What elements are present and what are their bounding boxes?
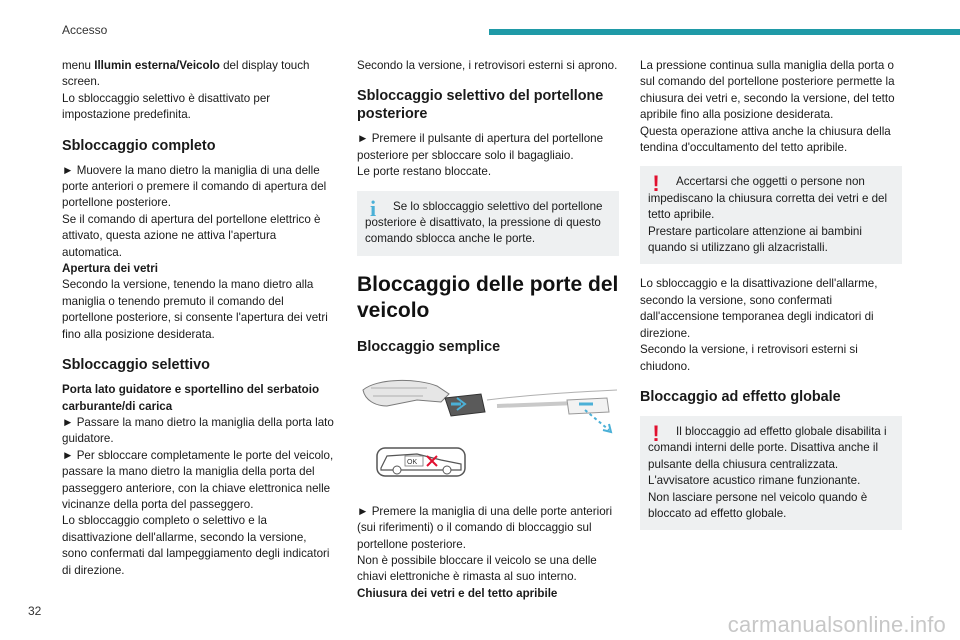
- section-title: Accesso: [62, 23, 108, 37]
- alarm-paragraph: Lo sbloccaggio e la disattivazione dell'allarme, secondo la versione, sono confermati dall'accensione temporanea degli indicatori di direzione.: [640, 277, 878, 340]
- heading-tailgate-unlock: Sbloccaggio selettivo del portellone posteriore: [357, 88, 604, 123]
- selective-para-3: Lo sbloccaggio completo o selettivo e la disattivazione dell'allarme, secondo la versione, sono confermati dal lampeggiamento degli indicatori di direzione.: [62, 514, 330, 577]
- windows-paragraph: Secondo la versione, tenendo la mano dietro alla maniglia o tenendo premuto il comando del portellone posteriore, si consente l'apertura dei vetri fino alla posizione desiderata.: [62, 278, 328, 341]
- intro-paragraph: menu Illumin esterna/Veicolo del display touch screen.: [62, 59, 310, 89]
- warning-icon: !: [652, 171, 660, 197]
- windows-subheading: Apertura dei vetri: [62, 262, 158, 276]
- selective-step-1: ► Passare la mano dietro la maniglia della porta lato guidatore.: [62, 415, 334, 446]
- tailgate-step-1: ► Premere il pulsante di apertura del portellone posteriore per sbloccare solo il bagagliaio.: [357, 132, 604, 162]
- mirrors-paragraph: Secondo la versione, i retrovisori esterni si aprono.: [357, 59, 618, 72]
- tailgate-para-2: Le porte restano bloccate.: [357, 165, 492, 179]
- warning-icon: !: [652, 420, 660, 446]
- warning-1-text-1: Accertarsi che oggetti o persone non impediscano la chiusura corretta dei vetri e del tetto apribile.: [648, 175, 888, 222]
- warning-2-text-1: Il bloccaggio ad effetto globale disabilita i comandi interni delle porte. Disattiva anche il pulsante della chiusura centralizzata.: [648, 424, 887, 471]
- lock-step-1: ► Premere la maniglia di una delle porte anteriori (sui riferimenti) o il comando di bloccaggio sul portellone posteriore.: [357, 504, 613, 551]
- watermark: carmanualsonline.info: [727, 612, 946, 637]
- column-1: [62, 58, 334, 579]
- column-3: [640, 58, 902, 542]
- page-number: 32: [28, 604, 42, 618]
- column-2: [357, 58, 619, 602]
- info-icon: i: [369, 195, 377, 221]
- heading-door-locking: Bloccaggio delle porte del veicolo: [357, 272, 619, 322]
- heading-global-locking: Bloccaggio ad effetto globale: [640, 388, 841, 405]
- warning-note-2: [640, 416, 902, 530]
- lock-para-2: Non è possibile bloccare il veicolo se una delle chiavi elettroniche è rimasta al suo interno.: [357, 554, 597, 584]
- info-note-text: Se lo sbloccaggio selettivo del portellone posteriore è disattivato, la pressione di questo comando sblocca anche le porte.: [365, 199, 603, 246]
- info-note: [357, 191, 619, 256]
- intro-paragraph-2: Lo sbloccaggio selettivo è disattivato per impostazione predefinita.: [62, 91, 271, 122]
- heading-complete-unlock: Sbloccaggio completo: [62, 137, 216, 154]
- heading-selective-unlock: Sbloccaggio selettivo: [62, 357, 210, 374]
- selective-step-2: ► Per sbloccare completamente le porte del veicolo, passare la mano dietro la maniglia della porta del passeggero anteriore, con la chiave elettronica nelle vicinanze della porta del passeggero.: [62, 448, 334, 511]
- warning-2-text-3: Non lasciare persone nel veicolo quando è bloccato ad effetto globale.: [648, 490, 868, 520]
- header-accent-bar: [489, 29, 960, 35]
- warning-note-1: [640, 166, 902, 264]
- door-handle-illustration: [357, 370, 619, 490]
- heading-simple-locking: Bloccaggio semplice: [357, 338, 501, 355]
- driver-door-subheading: Porta lato guidatore e sportellino del serbatoio carburante/di carica: [62, 383, 320, 413]
- complete-step-1: ► Muovere la mano dietro la maniglia di una delle porte anteriori o premere il comando di apertura del portellone posteriore.: [62, 163, 327, 210]
- illustration-ok-label: OK: [407, 458, 418, 466]
- close-windows-subheading: Chiusura dei vetri e del tetto apribile: [357, 586, 558, 600]
- blind-paragraph: Questa operazione attiva anche la chiusura della tendina d'occultamento del tetto apribile.: [640, 124, 891, 155]
- warning-1-text-2: Prestare particolare attenzione ai bambini quando si utilizzano gli alzacristalli.: [648, 224, 862, 255]
- warning-2-text-2: L'avvisatore acustico rimane funzionante.: [648, 474, 861, 488]
- continuous-press-paragraph: La pressione continua sulla maniglia della porta o sul comando del portellone posteriore permette la chiusura dei vetri e, secondo la versione, del tetto apribile fino alla posizione desiderata.: [640, 59, 895, 122]
- mirrors-fold-paragraph: Secondo la versione, i retrovisori esterni si chiudono.: [640, 343, 858, 373]
- complete-para-2: Se il comando di apertura del portellone elettrico è attivato, questa azione ne attiva l'apertura automatica.: [62, 212, 321, 259]
